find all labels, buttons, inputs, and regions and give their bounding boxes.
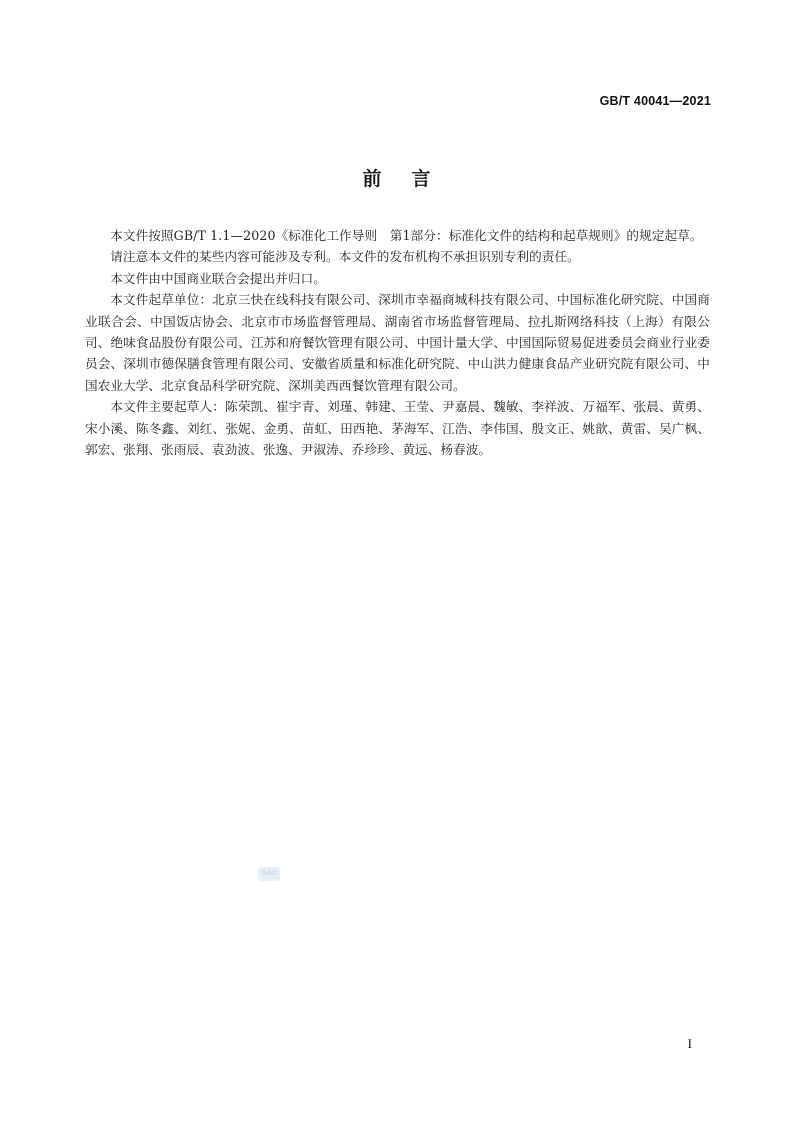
paragraph-patent-notice: 请注意本文件的某些内容可能涉及专利。本文件的发布机构不承担识别专利的责任。 xyxy=(110,249,580,265)
page-number: I xyxy=(687,1036,692,1051)
paragraph-drafting-rules: 本文件按照GB/T 1.1—2020《标准化工作导则 第1部分：标准化文件的结构和起草规则》的规定起草。 xyxy=(110,228,703,243)
paragraph-drafters: 本文件主要起草人：陈荣凯、崔宇青、刘瑾、韩建、王莹、尹嘉晨、魏敏、李祥波、万福军、张晨、黄勇、宋小溪、陈冬鑫、刘红、张妮、金勇、苗虹、田西艳、茅海军、江浩、李伟国、殷文正、姚歆、黄雷、吴广枫、郭宏、张翔、张雨辰、袁劲波、张逸、尹淑涛、乔珍珍、黄远、杨春波。 xyxy=(85,399,710,458)
paragraph-proposer: 本文件由中国商业联合会提出并归口。 xyxy=(110,270,326,286)
foreword-body xyxy=(85,225,710,460)
standard-code: GB/T 40041—2021 xyxy=(599,94,711,108)
page-title: 前言 xyxy=(362,168,461,190)
paragraph-drafting-units: 本文件起草单位：北京三快在线科技有限公司、深圳市幸福商城科技有限公司、中国标准化研究院、中国商业联合会、中国饭店协会、北京市市场监督管理局、湖南省市场监督管理局、拉扎斯网络科技（上海）有限公司、绝味食品股份有限公司、江苏和府餐饮管理有限公司、中国计量大学、中国国际贸易促进委员会商业行业委员会、深圳市德保膳食管理有限公司、安徽省质量和标准化研究院、中山洪力健康食品产业研究院有限公司、中国农业大学、北京食品科学研究院、深圳美西西餐饮管理有限公司。 xyxy=(85,292,710,393)
sac-watermark-icon: SAC xyxy=(258,867,280,881)
